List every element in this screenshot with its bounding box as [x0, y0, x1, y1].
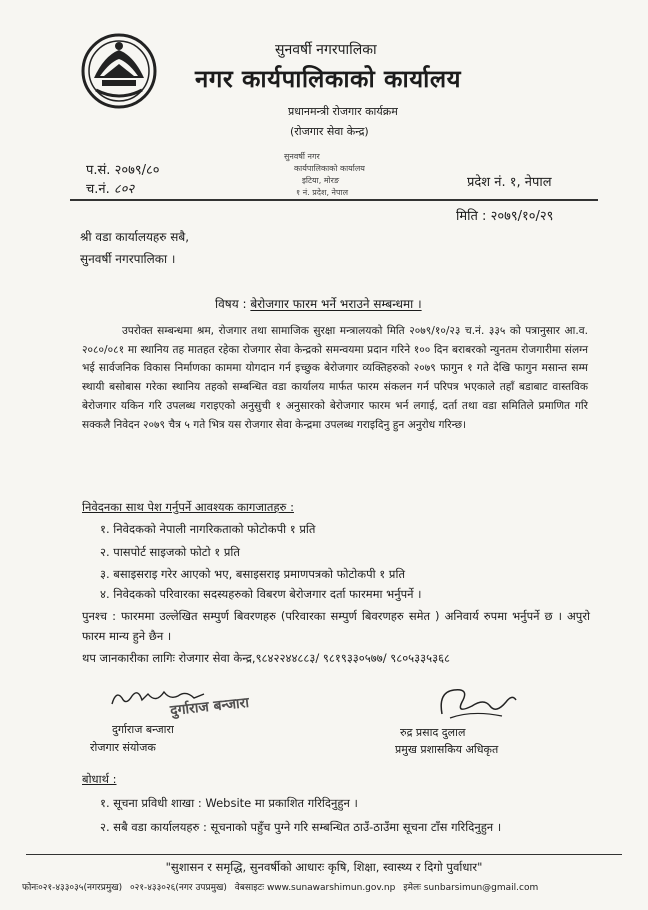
cc-heading: बोधार्थ : [82, 772, 117, 786]
office-title: नगर कार्यपालिकाको कार्यालय [195, 65, 462, 93]
province-label: प्रदेश नं. १, नेपाल [467, 175, 552, 190]
footer-divider [26, 854, 622, 855]
recipient-line-1: श्री वडा कार्यालयहरु सबै, [80, 230, 190, 244]
nepal-emblem-icon [80, 32, 158, 110]
signatory-title-left: रोजगार संयोजक [90, 741, 156, 754]
document-item: १. निवेदकको नेपाली नागरिकताको फोटोकपी १ प्रति [100, 522, 316, 536]
document-item: ४. निवेदकको परिवारका सदस्यहरुको विबरण बेरोजगार दर्ता फारममा भर्नुपर्ने । [100, 587, 422, 601]
footer-phone-2: ०२१-४३३०२६(नगर उपप्रमुख) [129, 883, 227, 893]
footer-phone-1: फोनः०२१-४३३०३५(नगरप्रमुख) [22, 883, 123, 893]
documents-heading: निवेदनका साथ पेश गर्नुपर्ने आवश्यक कागजातहरु : [82, 500, 294, 514]
dispatch-number [86, 179, 134, 197]
document-item: २. पासपोर्ट साइजको फोटो १ प्रति [100, 545, 240, 559]
office-name: सुनवर्षी नगरपालिका [275, 42, 377, 58]
reference-number: प.सं. २०७९/८० [86, 163, 160, 178]
office-seal [272, 145, 388, 203]
program-name: प्रधानमन्त्री रोजगार कार्यक्रम [288, 105, 398, 118]
contact-numbers: थप जानकारीका लागिः रोजगार सेवा केन्द्र,९८४२२४४८८३/ ९८१९३३०५७७/ ९८०५३३५३६८ [82, 651, 451, 665]
cc-item: २. सबै वडा कार्यालयहरु : सूचनाको पहुँच पुग्ने गरि सम्बन्धित ठाउँ-ठाउँमा सूचना टाँस गरिदिनुहुन । [100, 820, 502, 834]
postscript-note: पुनश्च : फारममा उल्लेखित सम्पुर्ण बिवरणहरु (परिवारका सम्पुर्ण बिवरणहरु समेत ) अनिवार्य रुपमा भर्नुपर्ने छ । अपुरो फारम मान्य हुने छैन । [82, 609, 590, 643]
seal-line-4: १ नं. प्रदेश, नेपाल [296, 188, 349, 197]
footer-slogan: "सुशासन र समृद्धि, सुनवर्षीको आधारः कृषि, शिक्षा, स्वास्थ्य र दिगो पुर्वाधार" [165, 860, 483, 874]
cc-item: १. सूचना प्रविधी शाखा : Website मा प्रकाशित गरिदिनुहुन । [100, 796, 358, 810]
seal-line-2: कार्यपालिकाको कार्यालय [294, 164, 365, 173]
subject-label: विषय : [215, 297, 247, 311]
letter-date: मिति : २०७९/१०/२९ [456, 209, 554, 224]
footer-website: वेबसाइटः www.sunawarshimun.gov.np [234, 883, 396, 893]
subject-line [215, 295, 422, 312]
recipient-line-2: सुनवर्षी नगरपालिका । [80, 252, 176, 266]
dispatch-value: ८०२ [113, 182, 135, 197]
subject-text: बेरोजगार फारम भर्ने भराउने सम्बन्धमा । [250, 297, 422, 311]
signatory-name-right: रुद्र प्रसाद दुलाल [400, 726, 466, 739]
dispatch-label: च.नं. [86, 182, 110, 197]
signature-right [432, 684, 520, 724]
document-item: ३. बसाइसराइ गरेर आएको भए, बसाइसराइ प्रमाणपत्रको फोटोकपी १ प्रति [100, 567, 405, 581]
footer-contact [22, 880, 632, 893]
signatory-stamp-left: दुर्गाराज बन्जारा [169, 694, 250, 720]
seal-line-3: इटिया, मोरङ [302, 176, 340, 185]
body-paragraph: उपरोक्त सम्बन्धमा श्रम, रोजगार तथा सामाजिक सुरक्षा मन्त्रालयको मिति २०७९/१०/२३ च.नं. ३३५ को पत्रानुसार आ.व. २०८०/०८१ मा स्थानिय तह मातहत रहेका रोजगार सेवा केन्द्रको समन्वयमा प्रदान गरिने १०० दिन बराबरको न्युनतम रोजगारीमा संलग्न भई सार्वजनिक विकास निर्माणका काममा योगदान गर्न इच्छुक बेरोजगार व्यक्तिहरुको २०७९ फागुन १ गते देखि फागुन मसान्त सम्म स्थायी बसोबास गरेका स्थानिय तहको सम्बन्धित वडा कार्यालय मार्फत फारम संकलन गर्न परिपत्र भएकाले तहाँ बडाबाट वास्तविक बेरोजगार यकिन गरि उपलब्ध गराइएको अनुसुची १ अनुसारको बेरोजगार फारम भर्न लगाई, दर्ता तथा वडा समितिले प्रमाणित गरि सक्कलै निवेदन २०७९ चैत्र ५ गते भित्र यस रोजगार सेवा केन्द्रमा उपलब्ध गराइदिनु हुन अनुरोध गरिन्छ। [82, 325, 588, 431]
signatory-name-left: दुर्गाराज बन्जारा [112, 723, 174, 736]
signatory-title-right: प्रमुख प्रशासकिय अधिकृत [395, 743, 499, 756]
footer-email: इमेलः sunbarsimun@gmail.com [403, 883, 539, 893]
center-name: (रोजगार सेवा केन्द्र) [290, 125, 369, 138]
seal-line-1: सुनवर्षी नगर [284, 152, 320, 161]
header-divider [70, 199, 598, 201]
